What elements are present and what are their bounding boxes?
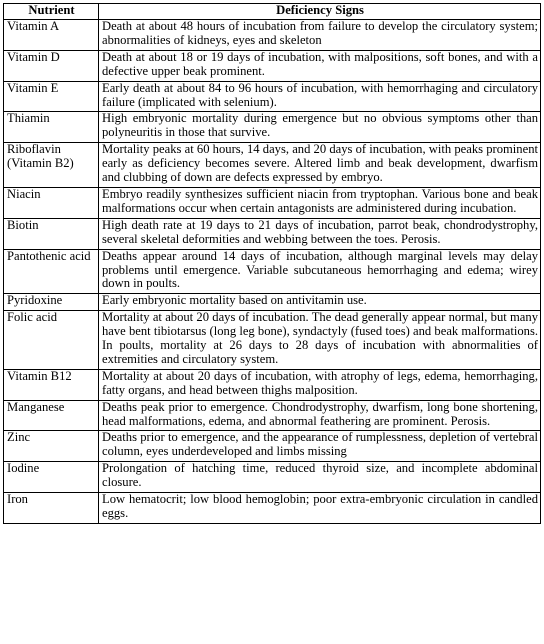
- table-row: [4, 294, 541, 311]
- deficiency-signs-cell: High embryonic mortality during emergence but no obvious symptoms other than polyneuritis in those that survive.: [99, 112, 541, 143]
- deficiency-signs-cell: Early death at about 84 to 96 hours of incubation, with hemorrhaging and circulatory failure (implicated with selenium).: [99, 81, 541, 112]
- deficiency-signs-cell: Deaths appear around 14 days of incubation, although marginal levels may delay problems until emergence. Variable subcutaneous hemorrhaging and edema; wirey down in poults.: [99, 249, 541, 294]
- deficiency-signs-cell: Low hematocrit; low blood hemoglobin; poor extra-embryonic circulation in candled eggs.: [99, 493, 541, 524]
- nutrient-cell: Vitamin A: [4, 20, 99, 51]
- table-row: [4, 187, 541, 218]
- nutrient-cell: Vitamin D: [4, 50, 99, 81]
- nutrient-cell: Iodine: [4, 462, 99, 493]
- nutrient-cell: Vitamin B12: [4, 369, 99, 400]
- nutrient-cell: Vitamin E: [4, 81, 99, 112]
- deficiency-signs-cell: High death rate at 19 days to 21 days of incubation, parrot beak, chondrodystrophy, several skeletal deformities and webbing between the toes. Perosis.: [99, 218, 541, 249]
- header-deficiency-signs: Deficiency Signs: [99, 4, 541, 20]
- deficiency-signs-cell: Death at about 48 hours of incubation from failure to develop the circulatory system; abnormalities of kidneys, eyes and skeleton: [99, 20, 541, 51]
- table-row: [4, 462, 541, 493]
- nutrient-cell: Pantothenic acid: [4, 249, 99, 294]
- nutrient-cell: Iron: [4, 493, 99, 524]
- nutrient-cell: Niacin: [4, 187, 99, 218]
- deficiency-signs-cell: Mortality at about 20 days of incubation. The dead generally appear normal, but many have bent tibiotarsus (long leg bone), syndactyly (fused toes) and beak malformations. In poults, mortality at 26 days to 28 days of incubation with abnormalities of extremities and circulatory system.: [99, 311, 541, 370]
- deficiency-signs-cell: Prolongation of hatching time, reduced thyroid size, and incomplete abdominal closure.: [99, 462, 541, 493]
- deficiency-signs-cell: Deaths peak prior to emergence. Chondrodystrophy, dwarfism, long bone shortening, head malformations, edema, and abnormal feathering are prominent. Perosis.: [99, 400, 541, 431]
- table-row: [4, 81, 541, 112]
- nutrient-cell: Manganese: [4, 400, 99, 431]
- table-header: [4, 4, 541, 20]
- header-row: [4, 4, 541, 20]
- deficiency-signs-cell: Mortality at about 20 days of incubation, with atrophy of legs, edema, hemorrhaging, fatty organs, and head between thighs malposition.: [99, 369, 541, 400]
- nutrient-cell: Biotin: [4, 218, 99, 249]
- table-row: [4, 20, 541, 51]
- nutrient-cell: Folic acid: [4, 311, 99, 370]
- table-row: [4, 431, 541, 462]
- nutrient-deficiency-table: [3, 3, 541, 524]
- table-body: [4, 20, 541, 524]
- deficiency-signs-cell: Mortality peaks at 60 hours, 14 days, and 20 days of incubation, with peaks prominent early as deficiency becomes severe. Altered limb and beak development, dwarfism and clubbing of down are defects expressed by embryo.: [99, 143, 541, 188]
- table-row: [4, 493, 541, 524]
- deficiency-signs-cell: Embryo readily synthesizes sufficient niacin from tryptophan. Various bone and beak malformations occur when certain antagonists are administered during incubation.: [99, 187, 541, 218]
- nutrient-cell: Thiamin: [4, 112, 99, 143]
- table-row: [4, 400, 541, 431]
- table-row: [4, 112, 541, 143]
- table-row: [4, 249, 541, 294]
- deficiency-signs-cell: Deaths prior to emergence, and the appearance of rumplessness, depletion of vertebral column, eyes underdeveloped and limbs missing: [99, 431, 541, 462]
- table-row: [4, 218, 541, 249]
- nutrient-cell: Pyridoxine: [4, 294, 99, 311]
- deficiency-signs-cell: Death at about 18 or 19 days of incubation, with malpositions, soft bones, and with a defective upper beak prominent.: [99, 50, 541, 81]
- nutrient-cell: Zinc: [4, 431, 99, 462]
- table-row: [4, 311, 541, 370]
- header-nutrient: Nutrient: [4, 4, 99, 20]
- table-row: [4, 143, 541, 188]
- nutrient-cell: Riboflavin (Vitamin B2): [4, 143, 99, 188]
- deficiency-signs-cell: Early embryonic mortality based on antivitamin use.: [99, 294, 541, 311]
- table-row: [4, 369, 541, 400]
- table-row: [4, 50, 541, 81]
